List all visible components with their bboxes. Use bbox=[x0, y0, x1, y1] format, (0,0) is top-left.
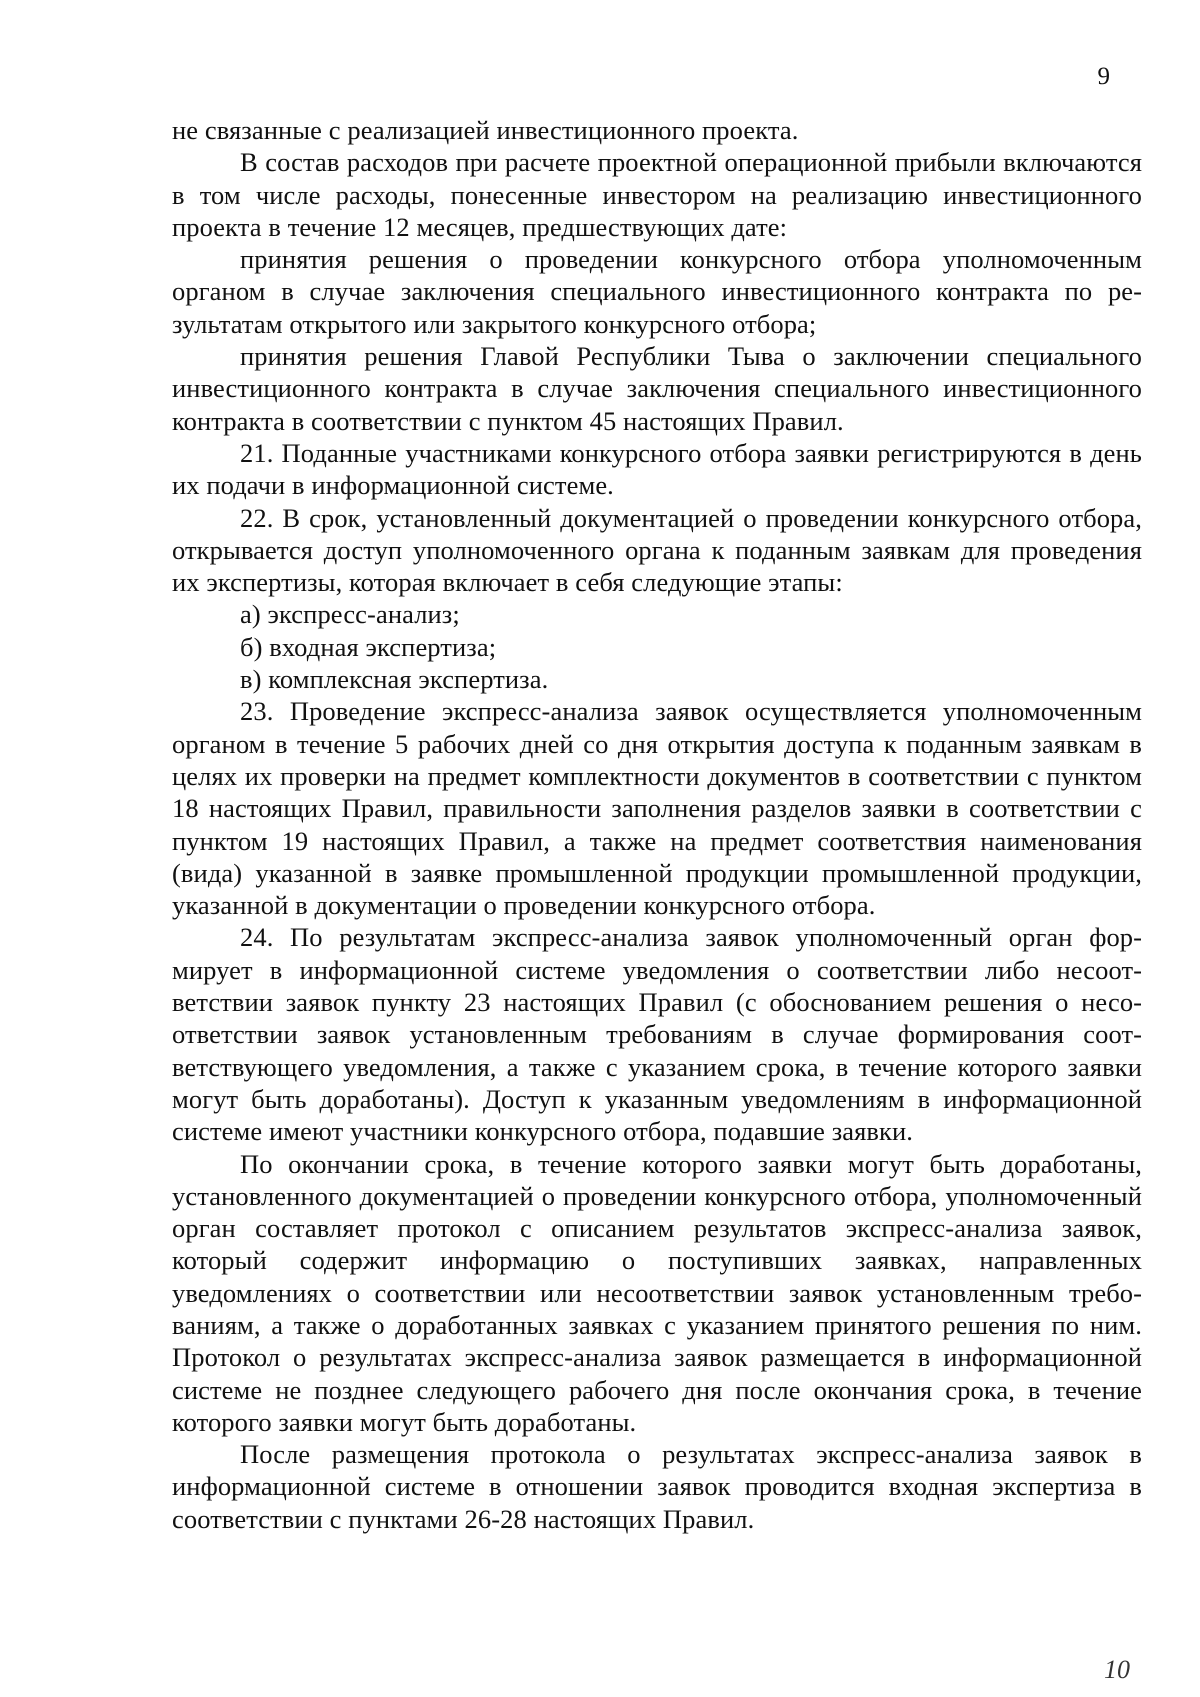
paragraph-protocol: По окончании срока, в течение которого заявки могут быть доработаны, установленного документацией о проведении конкурсного отбора, уполномоченный орган составляет протокол с описанием результатов экспресс-анализа заявок, который содержит информацию о поступивших заявках, направленных уведомлениях о соответствии или несоответствии заявок установленным требованиям, а также о доработанных заявках с указанием принятого решения по ним. Протокол о результатах экспресс-анализа заявок размещается в информационной системе не позднее следующего рабочего дня после окончания срока, в течение которого заявки могут быть доработаны. bbox=[172, 1148, 1142, 1437]
list-item-b: б) входная экспертиза; bbox=[240, 631, 497, 662]
paragraph-after-protocol: После размещения протокола о результатах экспресс-анализа заявок в информационной системе в отношении заявок проводится входная экспертиза в соответствии с пунктами 26-28 настоящих Правил. bbox=[172, 1439, 1142, 1534]
paragraph-item-21: 21. Поданные участниками конкурсного отбора заявки регистрируются в день их подачи в информационной системе. bbox=[172, 437, 1142, 501]
paragraph-expenses: В состав расходов при расчете проектной операционной прибыли включаются в том числе расходы, понесенные инвестором на реализацию инвестиционного проекта в течение 12 месяцев, предшествующих дате: bbox=[172, 147, 1142, 242]
handwritten-page-mark: 10 bbox=[1104, 1655, 1130, 1684]
paragraph-decision-head: принятия решения Главой Республики Тыва о заключении специального инвестиционного контракта в случае заключения специального инвестиционного контракта в соответствии с пунктом 45 настоящих Правил. bbox=[172, 341, 1142, 436]
paragraph-item-23: 23. Проведение экспресс-анализа заявок осуществляется уполномоченным органом в течение 5 рабочих дней со дня открытия доступа к поданным заявкам в целях их проверки на предмет комплектности документов в соответствии с пунктом 18 настоящих Правил, правильности заполнения разделов заявки в соответствии с пунктом 19 настоящих Правил, а также на предмет соответствия наименования (вида) указанной в заявке промышленной продукции промышленной продукции, указанной в документации о проведении конкурсного отбора. bbox=[172, 696, 1142, 921]
paragraph-continuation: не связанные с реализацией инвестиционного проекта. bbox=[172, 115, 799, 145]
list-item-a: а) экспресс-анализ; bbox=[240, 599, 460, 630]
paragraph-item-24: 24. По результатам экспресс-анализа заявок уполномоченный орган формирует в информационной системе уведомления о соответствии либо несоответствии заявок пункту 23 настоящих Правил (с обоснованием решения о несоответствии заявок установленным требованиям в случае формирования соответствующего уведомления, а также с указанием срока, в течение которого заявки могут быть доработаны). Доступ к указанным уведомлениям в информационной системе имеют участники конкурсного отбора, подавшие заявки. bbox=[172, 922, 1142, 1147]
paragraph-decision-selection: принятия решения о проведении конкурсного отбора уполномоченным органом в случае заключения специального инвестиционного контракта по результатам открытого или закрытого конкурсного отбора; bbox=[172, 244, 1142, 339]
document-body bbox=[172, 114, 1142, 1535]
list-item-v: в) комплексная экспертиза. bbox=[240, 664, 549, 695]
paragraph-item-22: 22. В срок, установленный документацией о проведении конкурсного отбора, открывается доступ уполномоченного органа к поданным заявкам для проведения их экспертизы, которая включает в себя следующие этапы: bbox=[172, 502, 1142, 598]
page-number: 9 bbox=[1097, 63, 1110, 90]
